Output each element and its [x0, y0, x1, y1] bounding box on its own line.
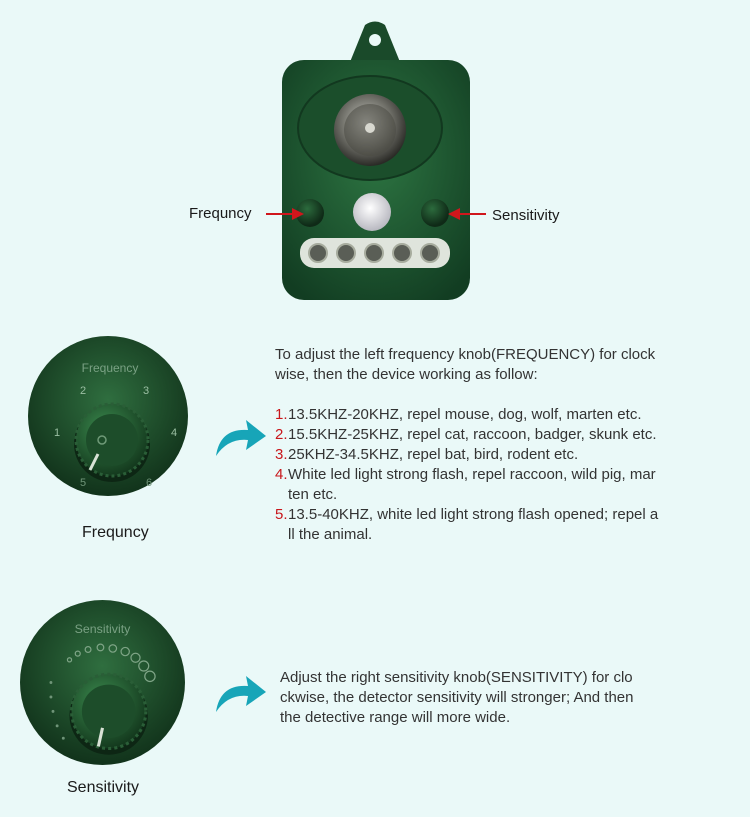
dial-label: Sensitivity	[74, 622, 131, 636]
list-item	[275, 425, 745, 445]
sensitivity-description	[280, 668, 740, 728]
list-item	[275, 505, 745, 545]
list-item-text: 13.5KHZ-20KHZ, repel mouse, dog, wolf, marten etc.	[288, 406, 642, 423]
list-item-text: White led light strong flash, repel raccoon, wild pig, mar	[288, 466, 656, 483]
frequency-knob-photo	[28, 336, 188, 496]
frequency-label: Frequncy	[189, 205, 252, 222]
frequency-caption: Frequncy	[82, 524, 149, 541]
dial-number-2: 2	[80, 385, 87, 397]
sensitivity-label: Sensitivity	[492, 207, 560, 224]
list-item	[275, 405, 745, 425]
list-item-number: 3.	[275, 446, 288, 463]
sensitivity-arrow	[458, 213, 486, 215]
dial-number-4: 4	[171, 427, 178, 439]
list-item-number: 2.	[275, 426, 288, 443]
dial-number-3: 3	[143, 385, 150, 397]
frequency-arrow	[266, 213, 294, 215]
frequency-mode-list	[275, 405, 745, 545]
dial-number-5: 5	[80, 477, 87, 489]
list-item-number: 5.	[275, 506, 288, 523]
list-item-number: 1.	[275, 406, 288, 423]
list-item-text-cont: ten etc.	[288, 486, 338, 503]
dial-number-1: 1	[54, 427, 61, 439]
frequency-intro-line-2: wise, then the device working as follow:	[275, 366, 538, 383]
list-item	[275, 465, 745, 505]
dial-number-6: 6	[146, 477, 153, 489]
list-item	[275, 445, 745, 465]
list-item-text: 25KHZ-34.5KHZ, repel bat, bird, rodent etc.	[288, 446, 579, 463]
list-item-text-cont: ll the animal.	[288, 526, 373, 543]
frequency-intro-line-1: To adjust the left frequency knob(FREQUENCY) for clock	[275, 346, 656, 363]
sensitivity-line-3: the detective range will more wide.	[280, 709, 511, 726]
frequency-intro	[275, 345, 745, 385]
list-item-number: 4.	[275, 466, 288, 483]
list-item-text: 13.5-40KHZ, white led light strong flash opened; repel a	[288, 506, 659, 523]
sensitivity-caption: Sensitivity	[67, 779, 140, 796]
device-image	[270, 20, 480, 310]
list-item-text: 15.5KHZ-25KHZ, repel cat, raccoon, badger, skunk etc.	[288, 426, 657, 443]
dial-label: Frequency	[81, 361, 139, 375]
sensitivity-line-2: ckwise, the detector sensitivity will stronger; And then	[280, 689, 634, 706]
frequency-arrow-head	[292, 208, 304, 220]
sensitivity-knob-photo	[20, 600, 185, 765]
curved-arrow-icon	[212, 672, 268, 714]
sensitivity-line-1: Adjust the right sensitivity knob(SENSITIVITY) for clo	[280, 669, 633, 686]
curved-arrow-icon	[212, 416, 268, 458]
